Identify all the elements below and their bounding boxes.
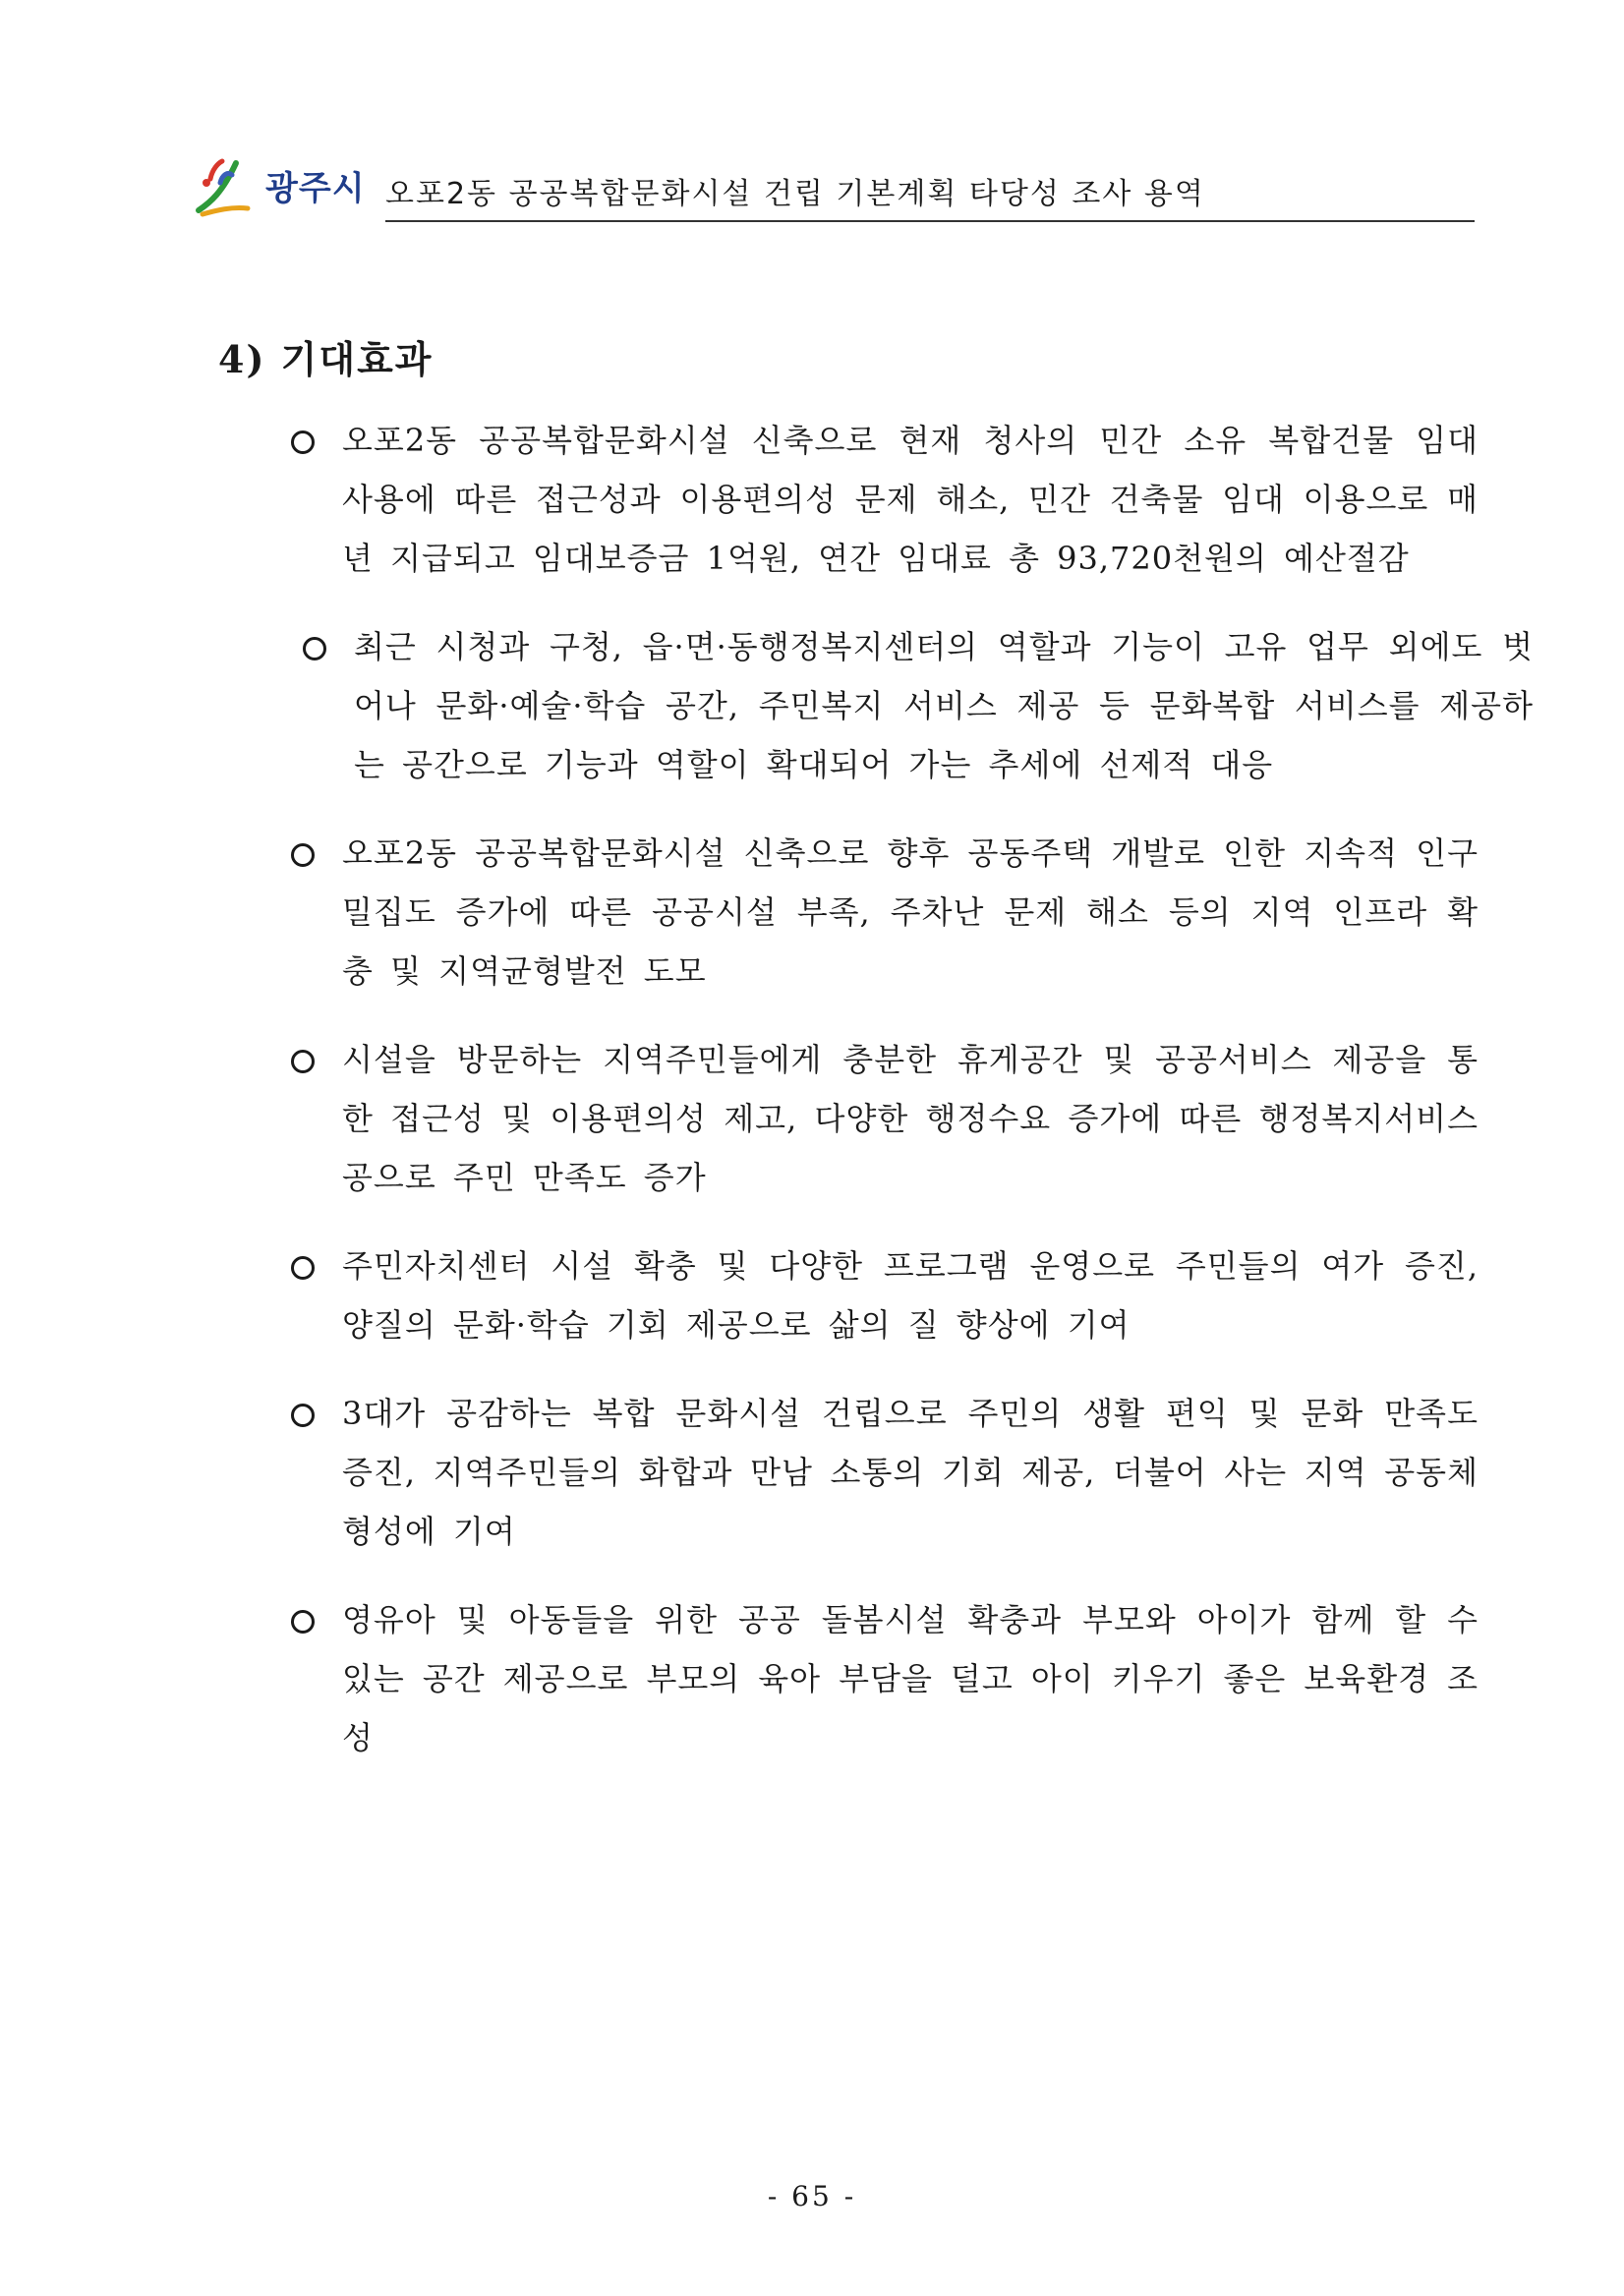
gwangju-city-logo-icon	[193, 153, 252, 220]
list-item-text: 영유아 및 아동들을 위한 공공 돌봄시설 확충과 부모와 아이가 함께 할 수 있는 공간 제공으로 부모의 육아 부담을 덜고 아이 키우기 좋은 보육환경 조성	[342, 1601, 1479, 1756]
circle-bullet-icon	[291, 430, 315, 454]
list-item	[287, 1030, 1479, 1207]
list-item	[287, 1236, 1479, 1354]
list-item-text: 3대가 공감하는 복합 문화시설 건립으로 주민의 생활 편익 및 문화 만족도 증진, 지역주민들의 화합과 만남 소통의 기회 제공, 더불어 사는 지역 공동체 형성에 기여	[342, 1395, 1479, 1550]
list-item-text: 시설을 방문하는 지역주민들에게 충분한 휴게공간 및 공공서비스 제공을 통한 접근성 및 이용편의성 제고, 다양한 행정수요 증가에 따른 행정복지서비스 공으로 주민 만족도 증가	[342, 1041, 1479, 1196]
circle-bullet-icon	[291, 843, 315, 867]
list-item	[287, 824, 1479, 1001]
header-divider	[385, 220, 1475, 222]
list-item	[287, 1590, 1479, 1767]
list-item	[287, 411, 1479, 588]
list-item	[287, 1384, 1479, 1561]
page-header	[193, 147, 1475, 226]
list-item-text: 오포2동 공공복합문화시설 신축으로 현재 청사의 민간 소유 복합건물 임대 사용에 따른 접근성과 이용편의성 문제 해소, 민간 건축물 임대 이용으로 매년 지급되고 임대보증금 1억원, 연간 임대료 총 93,720천원의 예산절감	[342, 422, 1479, 577]
expected-effects-list	[287, 411, 1534, 1797]
circle-bullet-icon	[291, 1404, 315, 1427]
list-item-text: 주민자치센터 시설 확충 및 다양한 프로그램 운영으로 주민들의 여가 증진, 양질의 문화·학습 기회 제공으로 삶의 질 향상에 기여	[342, 1247, 1479, 1344]
circle-bullet-icon	[303, 637, 326, 660]
circle-bullet-icon	[291, 1610, 315, 1634]
document-header-title: 오포2동 공공복합문화시설 건립 기본계획 타당성 조사 용역	[385, 177, 1205, 211]
circle-bullet-icon	[291, 1050, 315, 1073]
list-item	[299, 617, 1534, 794]
logo-text: 광주시	[265, 169, 366, 208]
circle-bullet-icon	[291, 1256, 315, 1280]
section-heading: 4) 기대효과	[218, 337, 434, 381]
list-item-text: 오포2동 공공복합문화시설 신축으로 향후 공동주택 개발로 인한 지속적 인구밀집도 증가에 따른 공공시설 부족, 주차난 문제 해소 등의 지역 인프라 확충 및 지역균형발전 도모	[342, 834, 1479, 990]
list-item-text: 최근 시청과 구청, 읍·면·동행정복지센터의 역할과 기능이 고유 업무 외에도 벗어나 문화·예술·학습 공간, 주민복지 서비스 제공 등 문화복합 서비스를 제공하는 공간으로 기능과 역할이 확대되어 가는 추세에 선제적 대응	[354, 628, 1534, 783]
page-number: - 65 -	[767, 2180, 857, 2212]
